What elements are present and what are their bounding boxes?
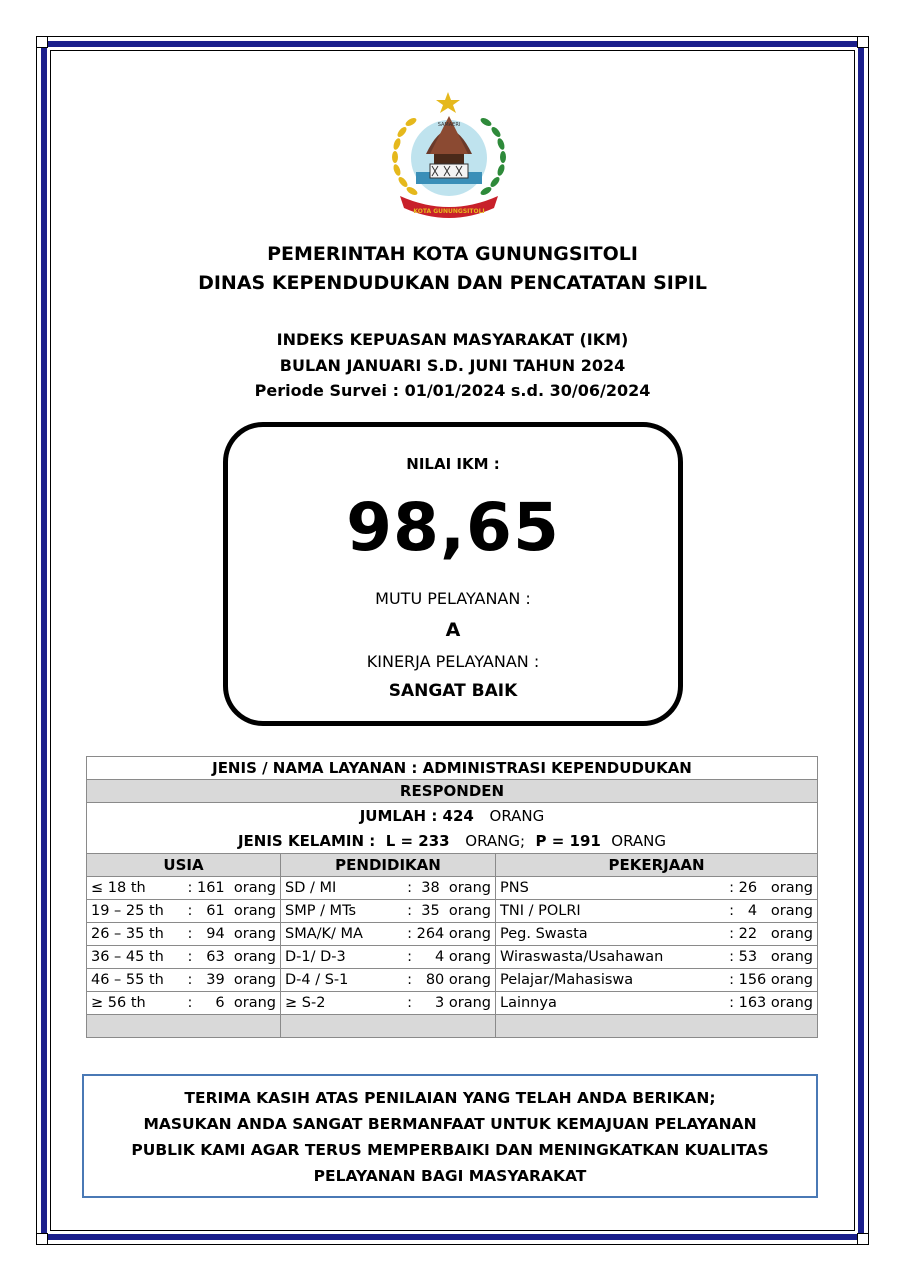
- kinerja-label: KINERJA PELAYANAN :: [366, 652, 540, 671]
- table-footer-cell: [496, 1015, 818, 1038]
- pekerjaan-cell: [496, 992, 818, 1015]
- table-row: [87, 877, 818, 900]
- pendidikan-cell: [281, 946, 496, 969]
- pendidikan-cell-value: : 80 orang: [407, 972, 491, 988]
- usia-cell: [87, 900, 281, 923]
- city-emblem-logo: [388, 92, 512, 222]
- ikm-score-box: [223, 422, 683, 726]
- table-row: [87, 992, 818, 1015]
- jumlah-label: JUMLAH : 424: [359, 806, 474, 825]
- svg-text:SAMAERI: SAMAERI: [437, 122, 461, 128]
- pekerjaan-cell-label: Lainnya: [500, 995, 557, 1011]
- pekerjaan-cell-value: : 26 orang: [729, 880, 813, 896]
- thanks-line-1: TERIMA KASIH ATAS PENILAIAN YANG TELAH ANDA BERIKAN;: [184, 1089, 716, 1107]
- table-row: [87, 923, 818, 946]
- pekerjaan-cell-label: Wiraswasta/Usahawan: [500, 949, 664, 965]
- pendidikan-cell: [281, 992, 496, 1015]
- pendidikan-cell-label: D-4 / S-1: [285, 972, 349, 988]
- service-name: JENIS / NAMA LAYANAN : ADMINISTRASI KEPENDUDUKAN: [87, 757, 818, 780]
- gender-p: P = 191: [535, 831, 601, 850]
- jumlah-row: [87, 803, 818, 829]
- pekerjaan-cell-value: : 4 orang: [729, 903, 813, 919]
- corner-ornament: [36, 36, 48, 48]
- pekerjaan-cell-label: TNI / POLRI: [500, 903, 581, 919]
- table-row: [87, 969, 818, 992]
- pendidikan-cell-value: : 38 orang: [407, 880, 491, 896]
- ikm-label: NILAI IKM :: [406, 455, 500, 473]
- pekerjaan-cell-label: PNS: [500, 880, 529, 896]
- usia-cell-value: : 61 orang: [187, 903, 276, 919]
- table-footer-cell: [87, 1015, 281, 1038]
- title-line-1: INDEKS KEPUASAN MASYARAKAT (IKM): [276, 330, 629, 349]
- col-usia: USIA: [87, 854, 281, 877]
- pendidikan-cell-value: : 4 orang: [407, 949, 491, 965]
- pekerjaan-cell: [496, 900, 818, 923]
- pendidikan-cell: [281, 900, 496, 923]
- usia-cell-value: : 39 orang: [187, 972, 276, 988]
- gender-label: JENIS KELAMIN :: [237, 831, 376, 850]
- usia-cell-label: 46 – 55 th: [91, 972, 164, 988]
- org-line-1: PEMERINTAH KOTA GUNUNGSITOLI: [267, 243, 638, 265]
- thank-you-box: [82, 1074, 818, 1198]
- table-row: [87, 946, 818, 969]
- pendidikan-cell-label: SMP / MTs: [285, 903, 357, 919]
- usia-cell-label: 19 – 25 th: [91, 903, 164, 919]
- mutu-value: A: [445, 619, 461, 641]
- corner-ornament: [857, 1233, 869, 1245]
- pekerjaan-cell-value: : 163 orang: [729, 995, 813, 1011]
- usia-cell-value: : 161 orang: [187, 880, 276, 896]
- mutu-label: MUTU PELAYANAN :: [375, 589, 531, 608]
- thanks-line-2: MASUKAN ANDA SANGAT BERMANFAAT UNTUK KEMAJUAN PELAYANAN: [143, 1115, 757, 1133]
- pendidikan-cell: [281, 969, 496, 992]
- responden-header: RESPONDEN: [87, 780, 818, 803]
- usia-cell-label: 26 – 35 th: [91, 926, 164, 942]
- pendidikan-cell-value: : 35 orang: [407, 903, 491, 919]
- jumlah-unit: ORANG: [489, 806, 545, 825]
- usia-cell-label: ≤ 18 th: [91, 880, 146, 896]
- gender-l: L = 233: [385, 831, 450, 850]
- pekerjaan-cell-value: : 22 orang: [729, 926, 813, 942]
- survey-period: Periode Survei : 01/01/2024 s.d. 30/06/2024: [254, 381, 651, 400]
- pendidikan-cell: [281, 923, 496, 946]
- usia-cell-value: : 6 orang: [187, 995, 276, 1011]
- usia-cell-label: 36 – 45 th: [91, 949, 164, 965]
- col-pekerjaan: PEKERJAAN: [496, 854, 818, 877]
- thanks-line-4: PELAYANAN BAGI MASYARAKAT: [313, 1167, 587, 1185]
- usia-cell: [87, 923, 281, 946]
- corner-ornament: [857, 36, 869, 48]
- usia-cell-label: ≥ 56 th: [91, 995, 146, 1011]
- pekerjaan-cell-value: : 53 orang: [729, 949, 813, 965]
- pendidikan-cell-value: : 3 orang: [407, 995, 491, 1011]
- usia-cell: [87, 877, 281, 900]
- pekerjaan-cell: [496, 877, 818, 900]
- gender-p-unit: ORANG: [611, 831, 667, 850]
- svg-text:KOTA GUNUNGSITOLI: KOTA GUNUNGSITOLI: [413, 208, 485, 215]
- pendidikan-cell-label: ≥ S-2: [285, 995, 326, 1011]
- col-pendidikan: PENDIDIKAN: [281, 854, 496, 877]
- kinerja-value: SANGAT BAIK: [388, 681, 518, 701]
- pekerjaan-cell-value: : 156 orang: [729, 972, 813, 988]
- corner-ornament: [36, 1233, 48, 1245]
- pendidikan-cell-label: D-1/ D-3: [285, 949, 346, 965]
- pendidikan-cell-label: SMA/K/ MA: [285, 926, 363, 942]
- gender-l-unit: ORANG;: [465, 831, 526, 850]
- pekerjaan-cell: [496, 923, 818, 946]
- usia-cell: [87, 969, 281, 992]
- pendidikan-cell: [281, 877, 496, 900]
- pekerjaan-cell: [496, 946, 818, 969]
- gender-row: [87, 828, 818, 854]
- pekerjaan-cell-label: Peg. Swasta: [500, 926, 588, 942]
- pekerjaan-cell-label: Pelajar/Mahasiswa: [500, 972, 634, 988]
- usia-cell: [87, 992, 281, 1015]
- usia-cell-value: : 94 orang: [187, 926, 276, 942]
- usia-cell-value: : 63 orang: [187, 949, 276, 965]
- thanks-line-3: PUBLIK KAMI AGAR TERUS MEMPERBAIKI DAN MENINGKATKAN KUALITAS: [131, 1141, 769, 1159]
- pendidikan-cell-label: SD / MI: [285, 880, 337, 896]
- title-line-2: BULAN JANUARI S.D. JUNI TAHUN 2024: [279, 356, 626, 375]
- pekerjaan-cell: [496, 969, 818, 992]
- table-footer-cell: [281, 1015, 496, 1038]
- ikm-value: 98,65: [346, 489, 560, 566]
- usia-cell: [87, 946, 281, 969]
- respondent-table: [86, 756, 818, 1038]
- table-row: [87, 900, 818, 923]
- pendidikan-cell-value: : 264 orang: [407, 926, 491, 942]
- org-line-2: DINAS KEPENDUDUKAN DAN PENCATATAN SIPIL: [198, 272, 707, 294]
